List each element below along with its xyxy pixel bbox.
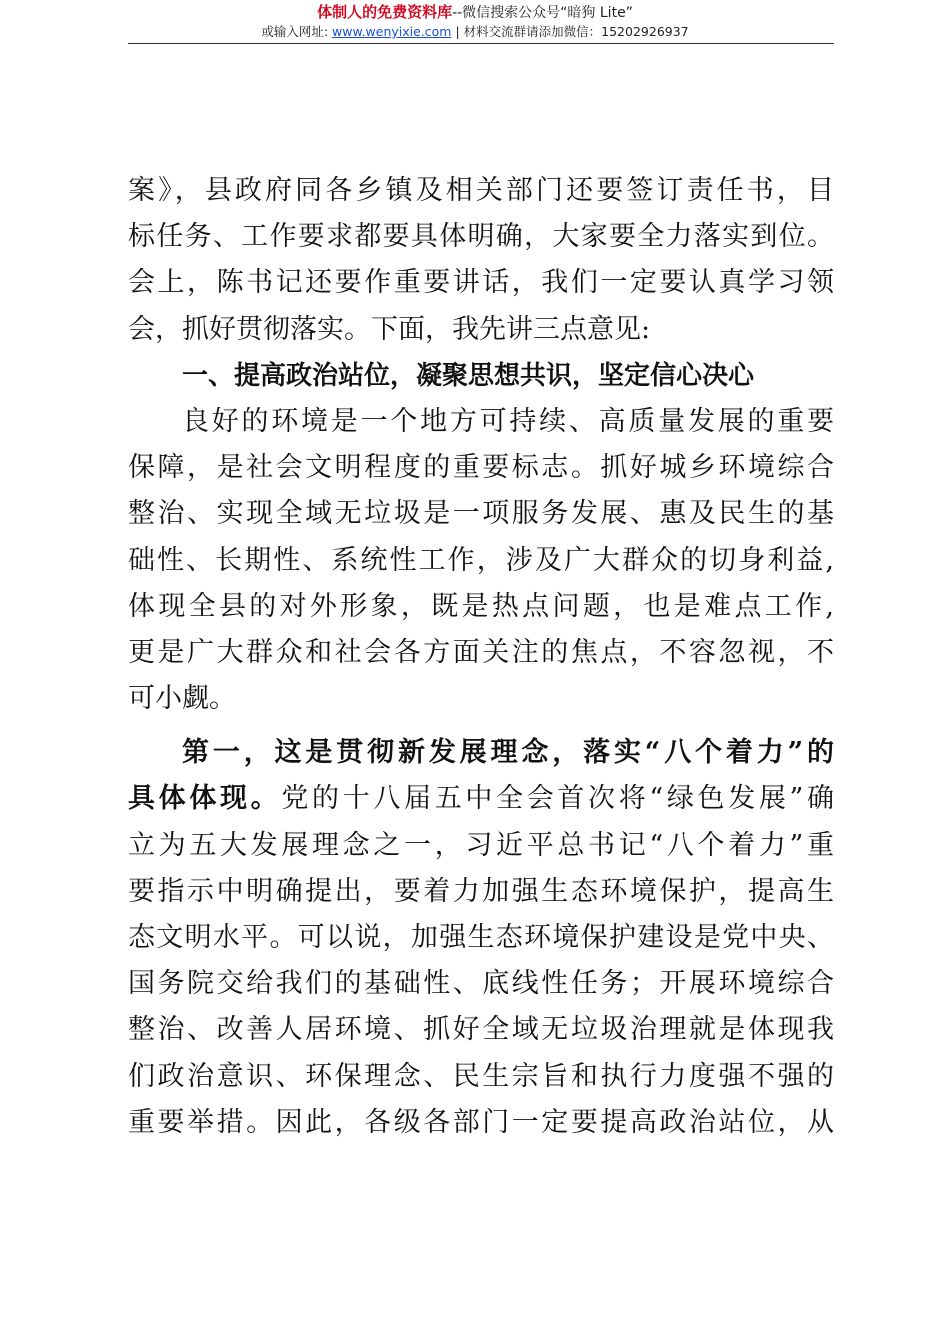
body-line: 体现全县的对外形象，既是热点问题，也是难点工作, — [128, 590, 834, 622]
subheading-tail: 具体体现。 — [128, 783, 282, 815]
body-line-text: 党的十八届五中全会首次将“绿色发展”确 — [281, 783, 835, 815]
header-contact: | 材料交流群请添加微信：15202926937 — [451, 24, 689, 39]
header-line-1 — [0, 2, 950, 23]
body-line: 整治、实现全域无垃圾是一项服务发展、惠及民生的基 — [128, 498, 834, 530]
body-line-mixed — [128, 776, 834, 822]
header-brand: 体制人的免费资料库 — [317, 3, 453, 21]
header-divider — [128, 43, 834, 44]
body-line: 良好的环境是一个地方可持续、高质量发展的重要 — [182, 405, 834, 437]
page-header — [0, 2, 950, 41]
body-line: 们政治意识、环保理念、民生宗旨和执行力度强不强的 — [128, 1060, 834, 1092]
body-line: 立为五大发展理念之一，习近平总书记“八个着力”重 — [128, 829, 834, 861]
body-line: 标任务、工作要求都要具体明确，大家要全力落实到位。 — [128, 221, 834, 253]
body-line: 国务院交给我们的基础性、底线性任务；开展环境综合 — [128, 968, 834, 1000]
header-wechat-note: --微信搜索公众号“暗狗 Lite” — [452, 5, 633, 21]
body-line: 会上，陈书记还要作重要讲话，我们一定要认真学习领 — [128, 267, 834, 299]
paragraph-gap — [128, 722, 834, 730]
body-line: 要指示中明确提出，要着力加强生态环境保护，提高生 — [128, 875, 834, 907]
body-line: 会，抓好贯彻落实。下面，我先讲三点意见: — [128, 313, 651, 345]
document-body — [128, 168, 834, 1146]
header-line-2 — [0, 23, 950, 41]
body-line: 保障，是社会文明程度的重要标志。抓好城乡环境综合 — [128, 452, 834, 484]
body-line: 础性、长期性、系统性工作，涉及广大群众的切身利益, — [128, 544, 834, 576]
section-heading: 一、提高政治站位，凝聚思想共识，坚定信心决心 — [182, 360, 755, 391]
body-line: 案》，县政府同各乡镇及相关部门还要签订责任书，目 — [128, 175, 834, 206]
body-line: 态文明水平。可以说，加强生态环境保护建设是党中央、 — [128, 922, 834, 953]
subheading-line: 第一，这是贯彻新发展理念，落实“八个着力”的 — [182, 737, 834, 769]
body-line: 重要举措。因此，各级各部门一定要提高政治站位，从 — [128, 1106, 834, 1138]
header-website-link[interactable]: www.wenyixie.com — [332, 24, 452, 39]
header-url-prefix: 或输入网址: — [261, 24, 333, 39]
body-line: 可小觑。 — [128, 683, 236, 715]
body-line: 更是广大群众和社会各方面关注的焦点，不容忽视，不 — [128, 636, 834, 668]
body-line: 整治、改善人居环境、抓好全域无垃圾治理就是体现我 — [128, 1014, 834, 1046]
